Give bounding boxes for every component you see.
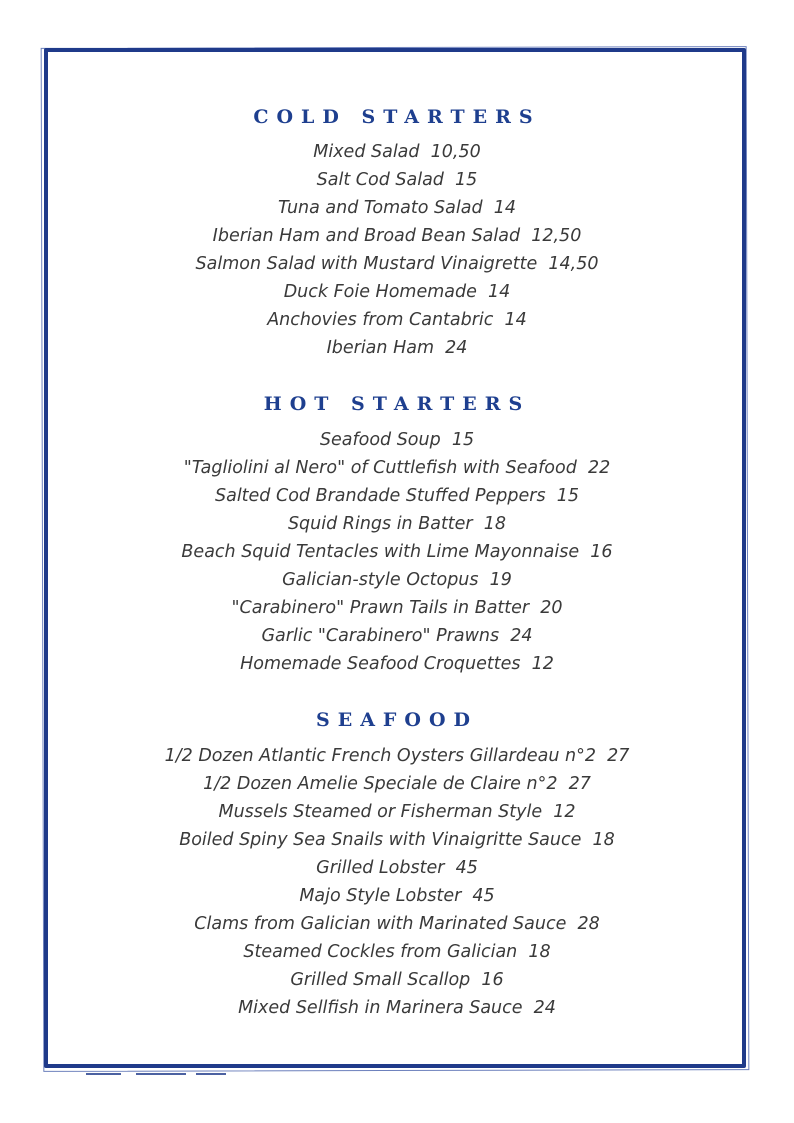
cold-starters-heading: COLD STARTERS — [253, 106, 541, 128]
menu-item: Iberian Ham 24 — [326, 338, 468, 358]
menu-item: Salmon Salad with Mustard Vinaigrette 14,50 — [195, 254, 599, 274]
menu-item: Garlic "Carabinero" Prawns 24 — [261, 626, 533, 646]
menu-item: Salted Cod Brandade Stuffed Peppers 15 — [214, 486, 579, 506]
menu-item: Tuna and Tomato Salad 14 — [278, 198, 516, 218]
seafood-heading: SEAFOOD — [315, 709, 478, 731]
menu-item: 1/2 Dozen Atlantic French Oysters Gillardeau n°2 27 — [164, 746, 630, 766]
seafood-list — [48, 742, 746, 1022]
menu-item: Boiled Spiny Sea Snails with Vinaigritte Sauce 18 — [179, 830, 615, 850]
menu-item: Grilled Small Scallop 16 — [290, 970, 504, 990]
menu-item: Majo Style Lobster 45 — [299, 886, 495, 906]
menu-item: Anchovies from Cantabric 14 — [267, 310, 527, 330]
menu-item: Seafood Soup 15 — [319, 430, 475, 450]
menu-item: Salt Cod Salad 15 — [316, 170, 478, 190]
menu-item: "Tagliolini al Nero" of Cuttlefish with Seafood 22 — [183, 458, 611, 478]
menu-item: Mixed Salad 10,50 — [313, 142, 481, 162]
menu-item: 1/2 Dozen Amelie Speciale de Claire n°2 27 — [203, 774, 591, 794]
hot-starters-list — [48, 426, 746, 678]
menu-item: Galician-style Octopus 19 — [282, 570, 512, 590]
menu-item: Mixed Sellfish in Marinera Sauce 24 — [238, 998, 556, 1018]
menu-item: Clams from Galician with Marinated Sauce 28 — [194, 914, 600, 934]
menu-item: Squid Rings in Batter 18 — [287, 514, 507, 534]
border-brush-stroke — [86, 1073, 226, 1075]
menu-item: Steamed Cockles from Galician 18 — [243, 942, 551, 962]
hot-starters-heading: HOT STARTERS — [263, 393, 531, 415]
menu-item: Beach Squid Tentacles with Lime Mayonnaise 16 — [181, 542, 613, 562]
menu-item: Grilled Lobster 45 — [316, 858, 478, 878]
menu-item: Duck Foie Homemade 14 — [283, 282, 511, 302]
menu-item: Homemade Seafood Croquettes 12 — [240, 654, 554, 674]
menu-item: Mussels Steamed or Fisherman Style 12 — [218, 802, 576, 822]
cold-starters-list — [48, 138, 746, 362]
menu-item: "Carabinero" Prawn Tails in Batter 20 — [231, 598, 563, 618]
menu-item: Iberian Ham and Broad Bean Salad 12,50 — [212, 226, 582, 246]
